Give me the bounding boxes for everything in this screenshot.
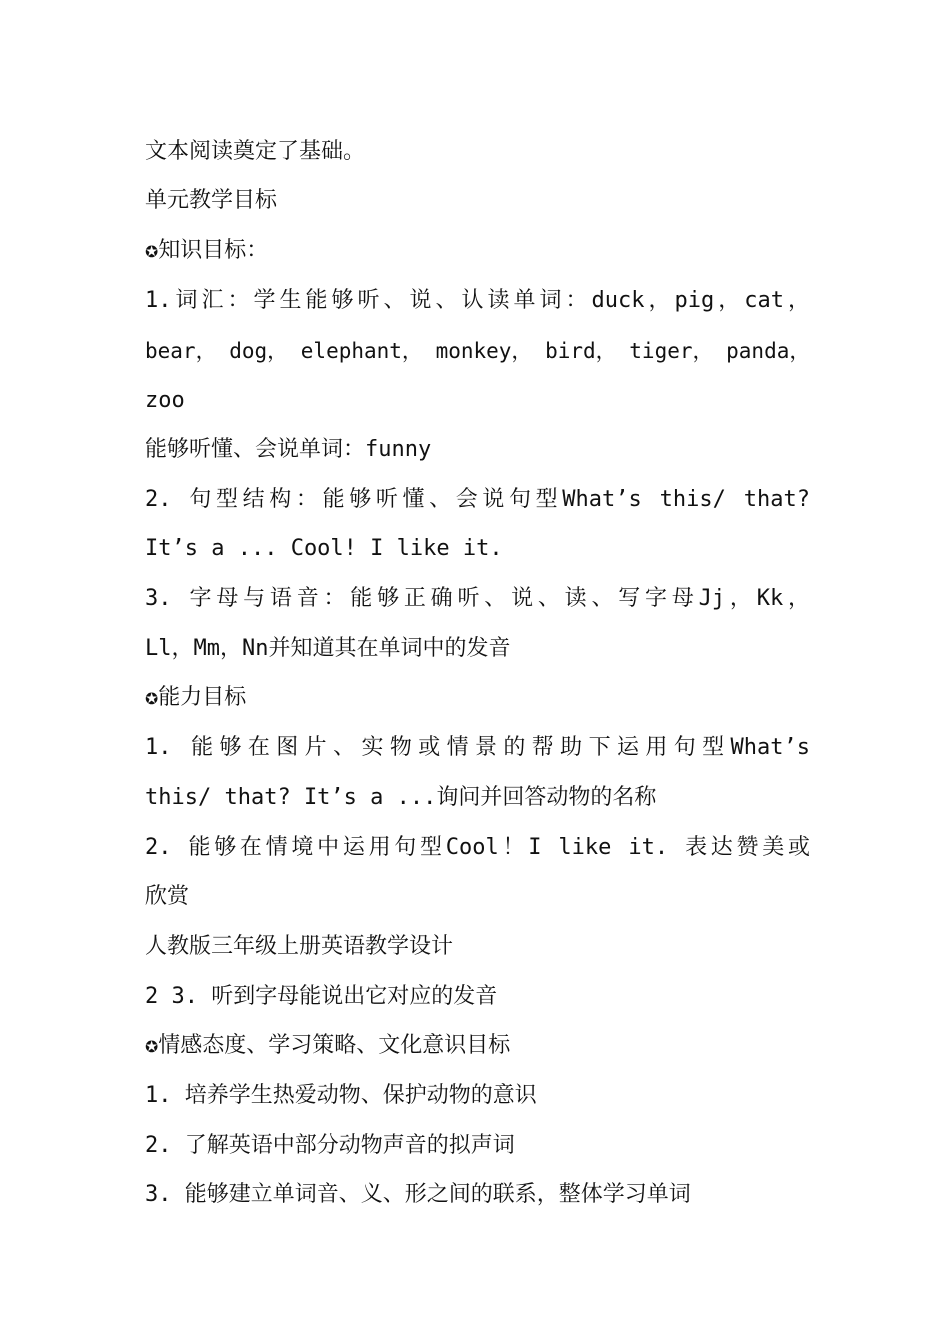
text-line: bear， dog， elephant， monkey， bird， tiger， panda， bbox=[145, 339, 811, 363]
text-line: 人教版三年级上册英语教学设计 bbox=[145, 934, 454, 959]
text-line: 1. 能够在图片、实物或情景的帮助下运用句型What’s bbox=[145, 735, 810, 760]
subsection-heading: ✪情感态度、学习策略、文化意识目标 bbox=[145, 1033, 511, 1058]
text-line: 2. 了解英语中部分动物声音的拟声词 bbox=[145, 1133, 515, 1158]
text-line: It’s a ... Cool! I like it. bbox=[145, 536, 503, 561]
subsection-heading: ✪知识目标： bbox=[145, 238, 269, 263]
section-heading: 单元教学目标 bbox=[145, 188, 278, 213]
text-line: 1.词汇：学生能够听、说、认读单词：duck，pig，cat， bbox=[145, 288, 810, 313]
text-line: 欣赏 bbox=[145, 884, 190, 909]
text-line: this/ that? It’s a ...询问并回答动物的名称 bbox=[145, 785, 657, 810]
text-line: 1. 培养学生热爱动物、保护动物的意识 bbox=[145, 1083, 537, 1108]
text-line: 2. 句型结构：能够听懂、会说句型What’s this/ that? bbox=[145, 487, 810, 512]
text-line: 2 3. 听到字母能说出它对应的发音 bbox=[145, 984, 498, 1009]
text-line: 3. 能够建立单词音、义、形之间的联系，整体学习单词 bbox=[145, 1182, 691, 1207]
text-line: 文本阅读奠定了基础。 bbox=[145, 139, 366, 164]
subsection-heading: ✪能力目标 bbox=[145, 685, 247, 710]
text-line: Ll，Mm，Nn并知道其在单词中的发音 bbox=[145, 636, 511, 661]
text-line: 能够听懂、会说单词：funny bbox=[145, 437, 432, 462]
text-line: zoo bbox=[145, 388, 185, 413]
text-line: 2. 能够在情境中运用句型Cool！I like it. 表达赞美或 bbox=[145, 835, 810, 860]
text-line: 3. 字母与语音：能够正确听、说、读、写字母Jj，Kk， bbox=[145, 586, 810, 611]
